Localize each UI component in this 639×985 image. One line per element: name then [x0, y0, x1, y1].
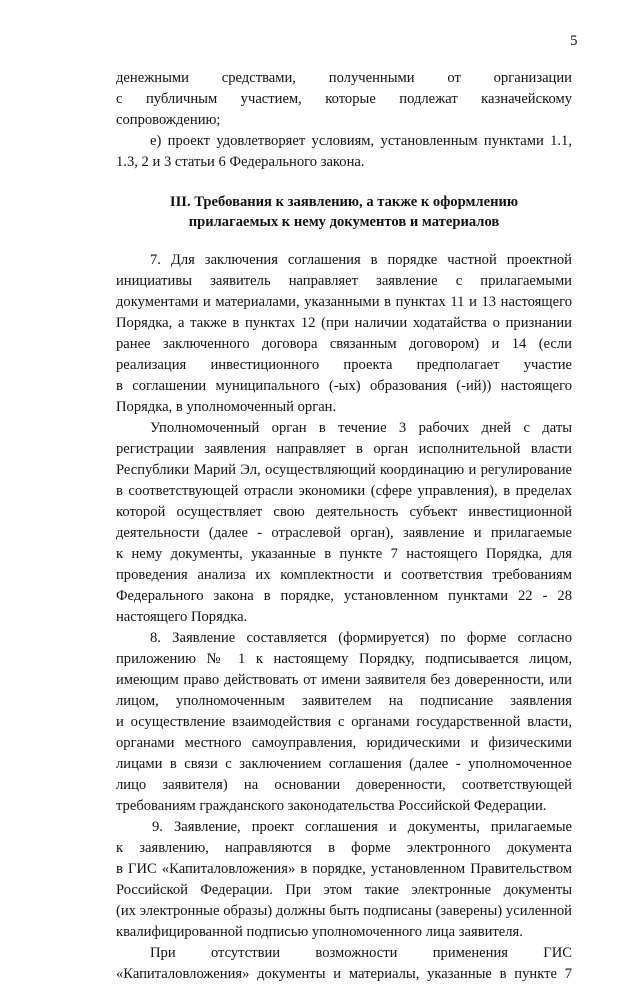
text-line: лицом, уполномоченным заявителем на подписание заявления: [116, 693, 572, 709]
text-line: органами местного самоуправления, юридическими и физическими: [116, 735, 572, 751]
text-line: в соглашении муниципального (-ых) образования (-ий)) настоящего: [116, 378, 572, 394]
heading-line: III. Требования к заявлению, а также к оформлению: [169, 194, 519, 210]
text-line: настоящего Порядка.: [116, 609, 248, 625]
text-line: 1.3, 2 и 3 статьи 6 Федерального закона.: [116, 154, 365, 170]
text-line: требованиям гражданского законодательства Российской Федерации.: [116, 798, 547, 814]
page-body: [116, 68, 572, 985]
text-line: Уполномоченный орган в течение 3 рабочих дней с даты: [150, 420, 572, 436]
text-line: Российской Федерации. При этом такие электронные документы: [116, 882, 572, 898]
text-line: Порядка, в уполномоченный орган.: [116, 399, 337, 415]
text-line: проведения анализа их комплектности и соответствия требованиям: [116, 567, 572, 583]
text-line: 8. Заявление составляется (формируется) по форме согласно: [150, 630, 572, 646]
heading-line: прилагаемых к нему документов и материалов: [188, 214, 500, 230]
text-line: в соответствующей отрасли экономики (сфере управления), в пределах: [116, 483, 572, 499]
text-line: и осуществление взаимодействия с органами государственной власти,: [116, 714, 572, 730]
text-line: 7. Для заключения соглашения в порядке частной проектной: [150, 252, 572, 268]
text-line: е) проект удовлетворяет условиям, установленным пунктами 1.1,: [150, 133, 572, 149]
text-line: Порядка, а также в пунктах 12 (при наличии ходатайства о признании: [116, 315, 572, 331]
text-line: в ГИС «Капиталовложения» в порядке, установленном Правительством: [116, 861, 572, 877]
page-number: 5: [570, 33, 578, 49]
text-line: лицо заявителя) на основании доверенности, соответствующей: [116, 777, 572, 793]
text-line: денежными средствами, полученными от организации: [116, 70, 572, 86]
text-line: имеющим право действовать от имени заявителя без доверенности, или: [116, 672, 572, 688]
text-line: к заявлению, направляются в форме электронного документа: [116, 840, 572, 856]
text-line: регистрации заявления направляет в орган исполнительной власти: [116, 441, 572, 457]
text-line: квалифицированной подписью уполномоченного лица заявителя.: [116, 924, 523, 940]
text-line: документами и материалами, указанными в пунктах 11 и 13 настоящего: [116, 294, 572, 310]
text-line: деятельности (далее - отраслевой орган), заявление и прилагаемые: [116, 525, 572, 541]
section-heading: [116, 192, 572, 232]
text-line: лицами в связи с заключением соглашения (далее - уполномоченное: [116, 756, 572, 772]
text-line: реализация инвестиционного проекта предполагает участие: [116, 357, 572, 373]
text-line: которой осуществляет свою деятельность субъект инвестиционной: [116, 504, 572, 520]
text-line: инициативы заявитель направляет заявление с прилагаемыми: [116, 273, 572, 289]
text-line: (их электронные образы) должны быть подписаны (заверены) усиленной: [116, 903, 572, 919]
text-line: «Капиталовложения» документы и материалы, указанные в пункте 7: [116, 966, 572, 982]
text-line: с публичным участием, которые подлежат казначейскому: [116, 91, 572, 107]
text-line: Федерального закона в порядке, установленном пунктами 22 - 28: [116, 588, 572, 604]
text-line: сопровождению;: [116, 112, 221, 128]
text-line: приложению № 1 к настоящему Порядку, подписывается лицом,: [116, 651, 572, 667]
text-line: 9. Заявление, проект соглашения и документы, прилагаемые: [152, 819, 572, 835]
text-line: ранее заключенного договора связанным договором) и 14 (если: [116, 336, 572, 352]
text-line: При отсутствии возможности применения ГИС: [150, 945, 572, 961]
text-line: к нему документы, указанные в пункте 7 настоящего Порядка, для: [116, 546, 572, 562]
text-line: Республики Марий Эл, осуществляющий координацию и регулирование: [116, 462, 572, 478]
